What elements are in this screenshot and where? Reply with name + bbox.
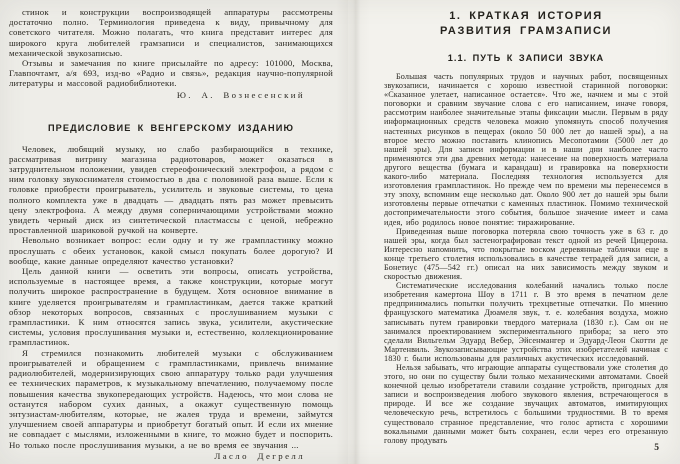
history-paragraph: Систематические исследования колебаний начались только после изобретения камертона Шоу в 1711 г. В это время в печатном деле предпринимались попытки получить трехцветные отпечатки. По мнению французского математика Дюамеля звук, т. е. колебания воздуха, можно записывать путем гравировки твердого материала (1830 г.). Сам он не занимался проектированием экспериментального прибора; за него это сделали Вильгельм Эдуард Вебер, Эйсенмангер и Эдуард-Леон Скотти де Мартенвиль. Звукозаписывающие устройства этих изобретателей начиная с 1830 г. были использованы для различных акустических исследований. — [384, 281, 668, 363]
feedback-address-paragraph: Отзывы и замечания по книге присылайте по адресу: 101000, Москва, Главпочтамт, а/я 693, изд-во «Радио и связь», редакция научно-популярной литературы и массовой радиобиблиотеки. — [9, 58, 333, 89]
preface-paragraph: Человек, любящий музыку, но слабо разбирающийся в технике, рассматривая витрину магазина радиотоваров, может оказаться в затруднительном положении, увидев стереофонический электрофон, а рядом с ним головку звукоснимателя стоимостью в два с половиной раза выше. Если к головке приобрести проигрыватель, усилитель и звуковые системы, то цена полного комплекта уже в двадцать — двадцать пять раз может превысить цену электрофона. А между двумя соперничающими устройствами можно увидеть черный диск из синтетической пластмассы с ценой, небрежно проставленной шариковой ручкой на конверте. — [9, 143, 333, 236]
preface-heading: ПРЕДИСЛОВИЕ К ВЕНГЕРСКОМУ ИЗДАНИЮ — [47, 122, 295, 133]
preface-paragraph: Цель данной книги — осветить эти вопросы, описать устройства, используемые в настоящее время, а также конструкции, которые могут получить широкое распространение в будущем. Хотя основное внимание в книге уделяется проигрывателям и грампластинкам, дается также краткий обзор некоторых вопросов, связанных с прослушиванием музыки с грампластинки. К ним относятся запись звука, усилители, акустические системы, условия прослушивания музыки и, естественно, коллекционирование грампластинок. — [9, 266, 333, 348]
editor-signature: Ю. А. Вознесенский — [176, 89, 305, 100]
chapter-heading — [384, 9, 668, 39]
history-paragraph: Нельзя забывать, что играющие аппараты существовали уже столетия до этого, но они по существу были только механическими автоматами. Своей конечной целью изобретатели ставили создание устройств, пригодных для записи и воспроизведения любого звукового явления, встречающегося в природе. И все же создание звучащих автоматов, имитирующих человеческую речь, встретилось с большими трудностями. В то время существовало странное представление, что голос артиста с хорошими вокальными данными может быть сохранен, если через его отрезанную голову продувать — [384, 363, 668, 445]
chapter-heading-line1: 1. КРАТКАЯ ИСТОРИЯ — [449, 10, 603, 22]
chapter-heading-line2: РАЗВИТИЯ ГРАМЗАПИСИ — [439, 25, 613, 37]
page-number: 5 — [654, 443, 659, 453]
preface-paragraph: Невольно возникает вопрос: если одну и ту же грампластинку можно прослушать с обеих установок, какой смысл покупать более дорогую? И вообще, какие данные определяют качество установки? — [9, 235, 333, 266]
section-heading: 1.1. ПУТЬ К ЗАПИСИ ЗВУКА — [447, 53, 605, 63]
right-page — [348, 0, 680, 464]
author-signature: Ласло Дегрелл — [214, 450, 305, 461]
history-paragraph: Большая часть популярных трудов и научных работ, посвященных звукозаписи, начинается с хорошо известной старинной поговорки: «Сказанное улетает, написанное остается». Что же, начнем и мы с этой поговорки и сравним звучание слова с его написанием, иначе говоря, рассмотрим наиболее значительные этапы фиксации мысли. Первым в ряду информационных средств человека можно упомянуть способ получения настенных рисунков в пещерах (около 50 000 лет до нашей эры), а на второе место можно поставить клинопись Месопотамии (5000 лет до нашей эры). Для записи информации и в наши дни наиболее часто применяются эти два древних метода: нанесение на поверхность материала другого вещества (бумага и карандаш) и гравировка на поверхности какого-либо материала. Последняя технология используется для изготовления грампластинок. Но прежде чем по времени мы перенесемся в эту эпоху, вспомним еще несколько дат. Около 900 лет до нашей эры были изготовлены первые отпечатки с каменных пластинок. Помимо технической достопримечательности этого события, большое значение имеет и сама идея, ибо родилось новое понятие: тиражирование. — [384, 72, 668, 227]
continuation-paragraph: стинок и конструкции воспроизводящей аппаратуры рассмотрены достаточно полно. Терминология приведена к виду, привычному для советского читателя. Можно полагать, что книга представит интерес для широкого круга любителей грамзаписи и специалистов, занимающихся механической звукозаписью. — [9, 7, 333, 58]
preface-paragraph: Я стремился познакомить любителей музыки с обслуживанием проигрывателей и обращением с грампластинками, привлечь внимание радиолюбителей, модернизирующих свою аппаратуру только ради улучшения ее технических параметров, к музыкальному впечатлению, получаемому после повышения качества звукопередающих устройств. Надеюсь, что мои слова не останутся набором сухих данных, а окажут существенную помощь энтузиастам-любителям, которые, не жалея труда и времени, займутся улучшением своей аппаратуры и приобретут богатый опыт. И если их мнение не совпадает с мыслями, изложенными в книге, то можно будет и поспорить. Но только после прослушивания музыки, а не во время ее звучания ... — [9, 347, 333, 450]
history-paragraph: Приведенная выше поговорка потеряла свою точность уже в 63 г. до нашей эры, когда был застенографирован текст одной из речей Цицерона. Интересно напомнить, что покрытые воском деревянные таблички еще в конце третьего столетия использовались в качестве тетрадей для записи, а Бонетиус (475—542 гг.) описал на них зависимость между звуком и скоростью движения. — [384, 226, 668, 282]
